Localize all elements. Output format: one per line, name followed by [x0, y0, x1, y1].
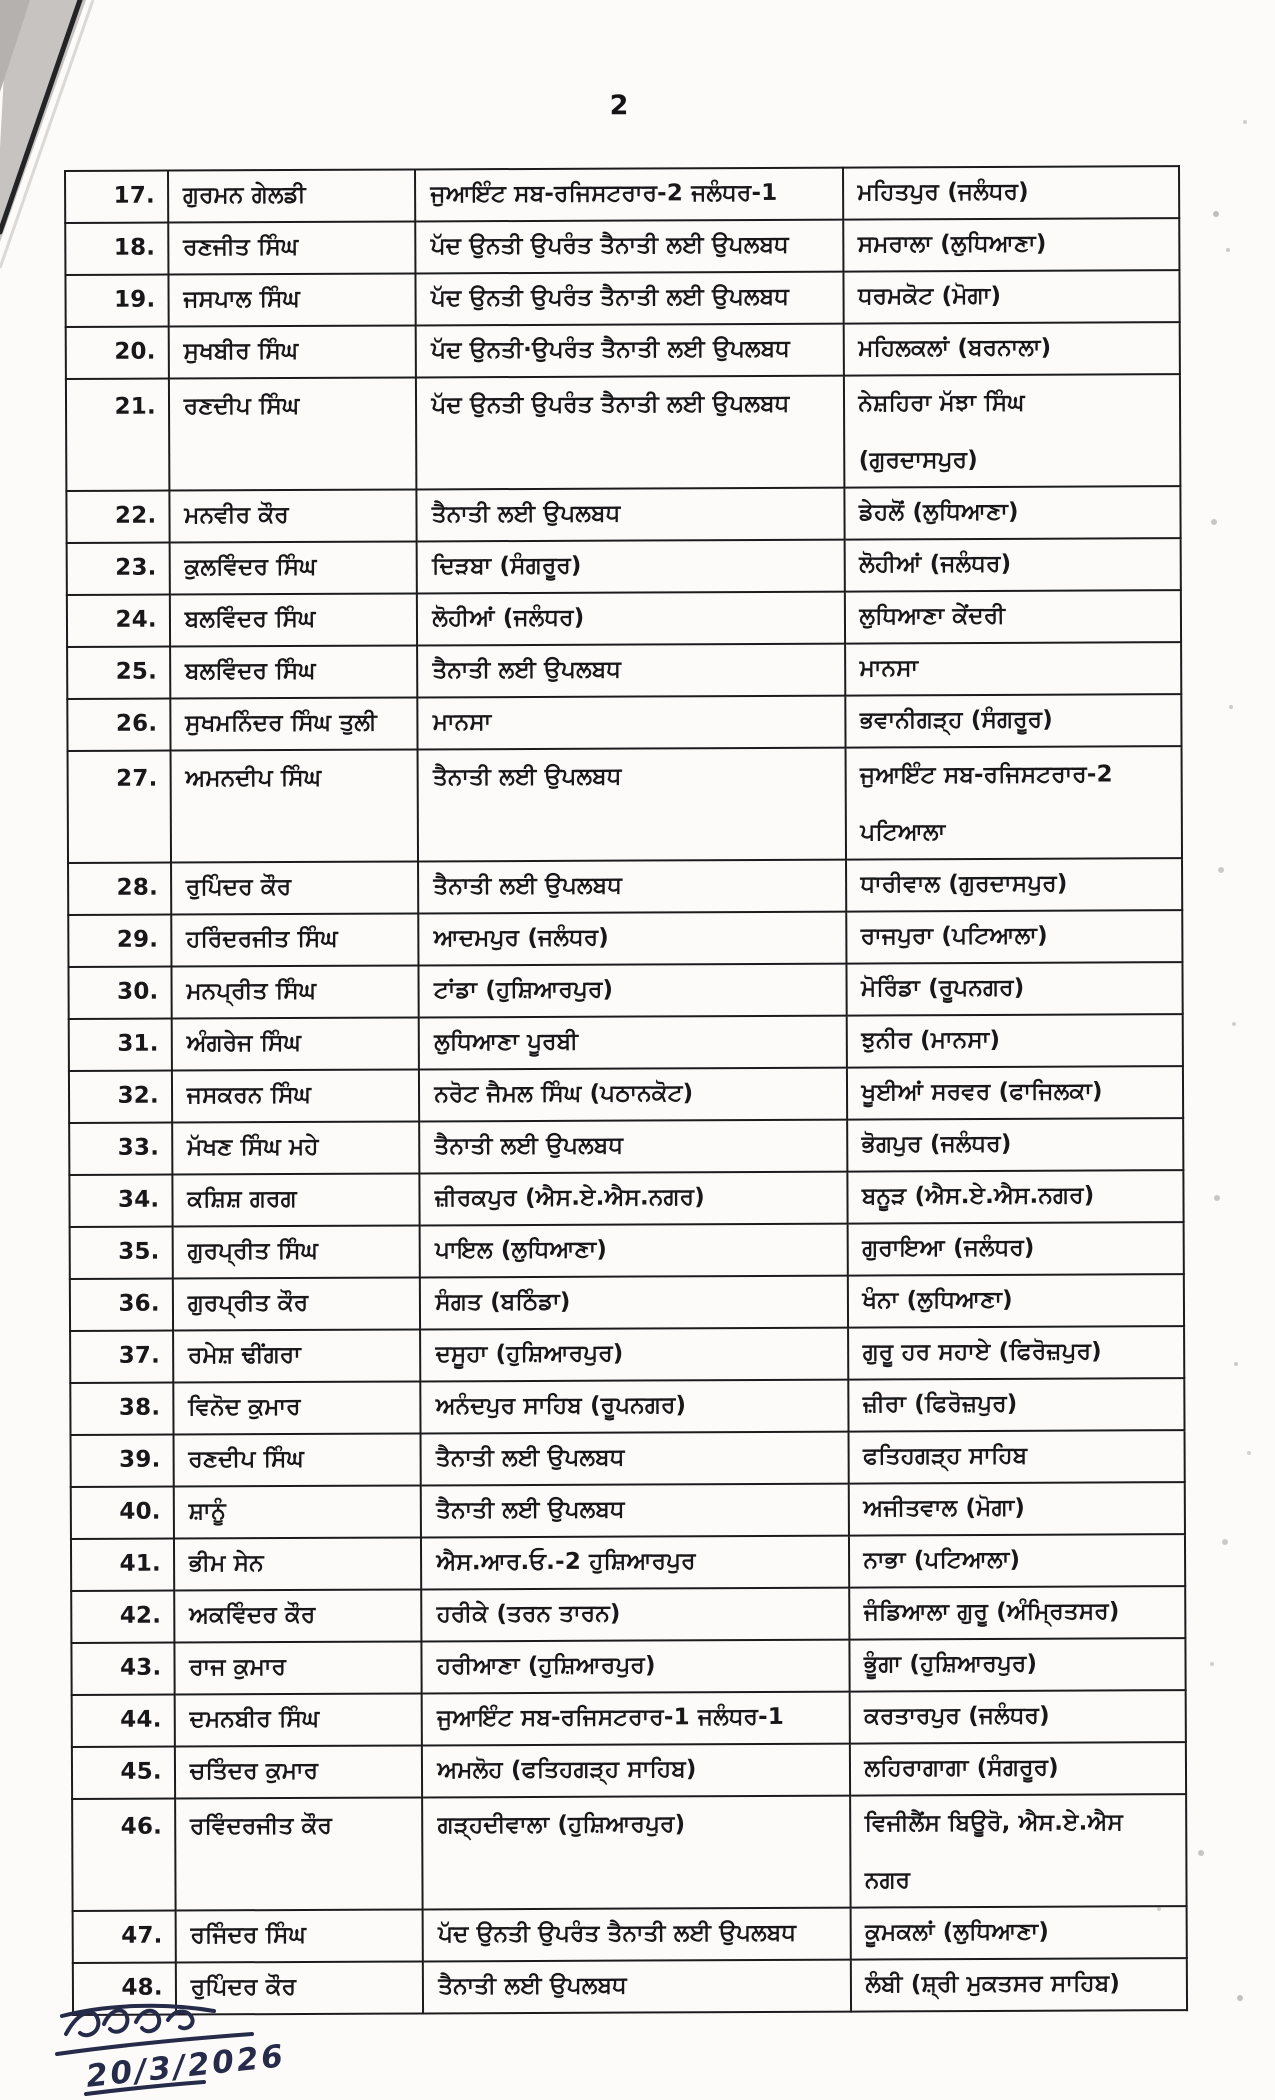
- serial-cell: 26.: [67, 699, 170, 751]
- place-cell: ਕੂਮਕਲਾਂ (ਲੁਧਿਆਣਾ): [850, 1906, 1187, 1959]
- name-cell: ਕਸ਼ਿਸ਼ ਗਰਗ: [172, 1173, 420, 1226]
- serial-cell: 31.: [69, 1019, 172, 1071]
- serial-cell: 27.: [68, 751, 171, 863]
- serial-cell: 43.: [71, 1643, 174, 1695]
- table-row: [70, 1378, 1184, 1435]
- table-row: [69, 1170, 1183, 1227]
- place-line2: (ਗੁਰਦਾਸਪੁਰ): [858, 447, 978, 474]
- name-cell: ਰਣਦੀਪ ਸਿੰਘ: [173, 1433, 421, 1486]
- posting-cell: ਪੱਦ ਉਨਤੀ·ਉਪਰੰਤ ਤੈਨਾਤੀ ਲਈ ਉਪਲਬਧ: [416, 324, 843, 378]
- posting-cell: ਪੱਦ ਉਨਤੀ ਉਪਰੰਤ ਤੈਨਾਤੀ ਲਈ ਉਪਲਬਧ: [416, 376, 844, 490]
- place-cell: ਲੋਹੀਆਂ (ਜਲੰਧਰ): [844, 538, 1181, 591]
- scan-speckles: [0, 0, 4, 4]
- table-row: [72, 1690, 1186, 1747]
- table-row: [69, 1118, 1183, 1175]
- serial-cell: 40.: [71, 1487, 174, 1539]
- signature: [52, 2002, 392, 2098]
- posting-cell: ਤੈਨਾਤੀ ਲਈ ਉਪਲਬਧ: [418, 860, 845, 914]
- serial-cell: 39.: [71, 1435, 174, 1487]
- place-cell: ਬਨੂੜ (ਐਸ.ਏ.ਐਸ.ਨਗਰ): [847, 1170, 1184, 1223]
- place-cell: ਅਜੀਤਵਾਲ (ਮੋਗਾ): [848, 1482, 1185, 1535]
- table-row: [67, 538, 1181, 595]
- posting-cell: ਅਮਲੋਹ (ਫਤਿਹਗੜ੍ਹ ਸਾਹਿਬ): [422, 1744, 849, 1798]
- table-row: [68, 962, 1182, 1019]
- posting-cell: ਨਰੋਟ ਜੈਮਲ ਸਿੰਘ (ਪਠਾਨਕੋਟ): [419, 1068, 846, 1122]
- name-cell: ਰਾਜ ਕੁਮਾਰ: [174, 1641, 422, 1694]
- posting-cell: ਪੱਦ ਉਨਤੀ ਉਪਰੰਤ ਤੈਨਾਤੀ ਲਈ ਉਪਲਬਧ: [416, 272, 843, 326]
- place-cell: ਲੰਬੀ (ਸ਼੍ਰੀ ਮੁਕਤਸਰ ਸਾਹਿਬ): [850, 1958, 1187, 2011]
- table-row: [65, 166, 1179, 223]
- place-cell: ਮੋਰਿੰਡਾ (ਰੂਪਨਗਰ): [846, 962, 1183, 1015]
- table-row: [67, 694, 1181, 751]
- table-row: [66, 374, 1180, 491]
- place-cell: ਖੂਈਆਂ ਸਰਵਰ (ਫਾਜਿਲਕਾ): [846, 1066, 1183, 1119]
- serial-cell: 33.: [69, 1123, 172, 1175]
- serial-cell: 30.: [68, 967, 171, 1019]
- serial-cell: 25.: [67, 647, 170, 699]
- place-cell: ਨੇਸ਼ਹਿਰਾ ਮੱਝਾ ਸਿੰਘ (ਗੁਰਦਾਸਪੁਰ): [843, 374, 1180, 487]
- name-cell: ਭੀਮ ਸੇਨ: [174, 1537, 422, 1590]
- name-cell: ਮੱਖਣ ਸਿੰਘ ਮਹੇ: [172, 1121, 420, 1174]
- serial-cell: 17.: [65, 171, 168, 223]
- posting-cell: ਲੁਧਿਆਣਾ ਪੂਰਬੀ: [419, 1016, 846, 1070]
- table-row: [67, 642, 1181, 699]
- posting-cell: ਦਿੜਬਾ (ਸੰਗਰੂਰ): [417, 540, 844, 594]
- signature-date: 20/3/2026: [84, 2038, 288, 2095]
- place-cell: ਸਮਰਾਲਾ (ਲੁਧਿਆਣਾ): [843, 218, 1180, 271]
- table-row: [70, 1222, 1184, 1279]
- serial-cell: 47.: [73, 1911, 176, 1963]
- posting-cell: ਲੋਹੀਆਂ (ਜਲੰਧਰ): [417, 592, 844, 646]
- posting-cell: ਤੈਨਾਤੀ ਲਈ ਉਪਲਬਧ: [417, 644, 844, 698]
- place-cell: ਰਾਜਪੁਰਾ (ਪਟਿਆਲਾ): [846, 910, 1183, 963]
- name-cell: ਰਣਦੀਪ ਸਿੰਘ: [169, 377, 417, 490]
- table-row: [71, 1482, 1185, 1539]
- table-row: [71, 1638, 1185, 1695]
- place-cell: ਫਤਿਹਗੜ੍ਹ ਸਾਹਿਬ: [848, 1430, 1185, 1483]
- place-cell: ਗੁਰੂ ਹਰ ਸਹਾਏ (ਫਿਰੋਜ਼ਪੁਰ): [848, 1326, 1185, 1379]
- serial-cell: 48.: [73, 1963, 176, 2015]
- name-cell: ਗੁਰਪ੍ਰੀਤ ਕੌਰ: [173, 1277, 421, 1330]
- name-cell: ਅਮਨਦੀਪ ਸਿੰਘ: [170, 749, 418, 862]
- table-row: [70, 1274, 1184, 1331]
- posting-cell: ਜ਼ੀਰਕਪੁਰ (ਐਸ.ਏ.ਐਸ.ਨਗਰ): [420, 1172, 847, 1226]
- name-cell: ਅੰਗਰੇਜ ਸਿੰਘ: [172, 1017, 420, 1070]
- posting-cell: ਤੈਨਾਤੀ ਲਈ ਉਪਲਬਧ: [421, 1432, 848, 1486]
- serial-cell: 21.: [66, 379, 169, 491]
- place-cell: ਨਾਭਾ (ਪਟਿਆਲਾ): [848, 1534, 1185, 1587]
- name-cell: ਮਨਵੀਰ ਕੌਰ: [169, 489, 417, 542]
- name-cell: ਰਜਿੰਦਰ ਸਿੰਘ: [175, 1909, 423, 1962]
- serial-cell: 45.: [72, 1747, 175, 1799]
- posting-cell: ਤੈਨਾਤੀ ਲਈ ਉਪਲਬਧ: [418, 748, 846, 862]
- posting-cell: ਪੱਦ ਉਨਤੀ ਉਪਰੰਤ ਤੈਨਾਤੀ ਲਈ ਉਪਲਬਧ: [423, 1908, 850, 1962]
- table-row: [71, 1534, 1185, 1591]
- table-row: [66, 322, 1180, 379]
- serial-cell: 28.: [68, 863, 171, 915]
- serial-cell: 44.: [72, 1695, 175, 1747]
- name-cell: ਰਣਜੀਤ ਸਿੰਘ: [168, 221, 416, 274]
- serial-cell: 36.: [70, 1279, 173, 1331]
- serial-cell: 20.: [66, 327, 169, 379]
- place-cell: ਭਵਾਨੀਗੜ੍ਹ (ਸੰਗਰੂਰ): [845, 694, 1182, 747]
- table-row: [67, 590, 1181, 647]
- posting-cell: ਦਸੂਹਾ (ਹੁਸ਼ਿਆਰਪੁਰ): [420, 1328, 847, 1382]
- name-cell: ਅਕਵਿੰਦਰ ਕੌਰ: [174, 1589, 422, 1642]
- posting-cell: ਟਾਂਡਾ (ਹੁਸ਼ਿਆਰਪੁਰ): [419, 964, 846, 1018]
- posting-cell: ਤੈਨਾਤੀ ਲਈ ਉਪਲਬਧ: [417, 488, 844, 542]
- serial-cell: 23.: [67, 543, 170, 595]
- name-cell: ਗੁਰਮਨ ਗੇਲਡੀ: [168, 169, 416, 222]
- roster-table: [64, 165, 1188, 2016]
- table-row: [66, 486, 1180, 543]
- posting-cell: ਤੈਨਾਤੀ ਲਈ ਉਪਲਬਧ: [420, 1120, 847, 1174]
- table-row: [65, 270, 1179, 327]
- posting-cell: ਪੱਦ ਉਨਤੀ ਉਪਰੰਤ ਤੈਨਾਤੀ ਲਈ ਉਪਲਬਧ: [416, 220, 843, 274]
- posting-cell: ਜੁਆਇੰਟ ਸਬ-ਰਜਿਸਟਰਾਰ-2 ਜਲੰਧਰ-1: [415, 168, 842, 222]
- name-cell: ਬਲਵਿੰਦਰ ਸਿੰਘ: [170, 593, 418, 646]
- place-cell: ਲੁਧਿਆਣਾ ਕੇਂਦਰੀ: [844, 590, 1181, 643]
- name-cell: ਹਰਿੰਦਰਜੀਤ ਸਿੰਘ: [171, 913, 419, 966]
- table-row: [71, 1586, 1185, 1643]
- roster-body: [65, 166, 1187, 2015]
- place-line2: ਨਗਰ: [864, 1867, 911, 1894]
- name-cell: ਰੁਪਿੰਦਰ ਕੌਰ: [171, 861, 419, 914]
- table-row: [72, 1794, 1186, 1911]
- serial-cell: 34.: [69, 1175, 172, 1227]
- page-number: 2: [609, 90, 629, 121]
- posting-cell: ਹਰੀਆਣਾ (ਹੁਸ਼ਿਆਰਪੁਰ): [422, 1640, 849, 1694]
- serial-cell: 38.: [70, 1383, 173, 1435]
- posting-cell: ਤੈਨਾਤੀ ਲਈ ਉਪਲਬਧ: [423, 1960, 850, 2014]
- place-cell: ਜ਼ੀਰਾ (ਫਿਰੋਜ਼ਪੁਰ): [848, 1378, 1185, 1431]
- name-cell: ਰੁਪਿੰਦਰ ਕੌਰ: [176, 1961, 424, 2014]
- name-cell: ਚਤਿੰਦਰ ਕੁਮਾਰ: [175, 1745, 423, 1798]
- table-row: [68, 858, 1182, 915]
- name-cell: ਸੁਖਬੀਰ ਸਿੰਘ: [169, 325, 417, 378]
- posting-cell: ਐਸ.ਆਰ.ਓ.-2 ਹੁਸ਼ਿਆਰਪੁਰ: [421, 1536, 848, 1590]
- place-cell: ਭੋਗਪੁਰ (ਜਲੰਧਰ): [847, 1118, 1184, 1171]
- place-cell: ਧਾਰੀਵਾਲ (ਗੁਰਦਾਸਪੁਰ): [846, 858, 1183, 911]
- table-row: [72, 1742, 1186, 1799]
- serial-cell: 18.: [65, 223, 168, 275]
- serial-cell: 29.: [68, 915, 171, 967]
- table-row: [73, 1906, 1187, 1963]
- posting-cell: ਪਾਇਲ (ਲੁਧਿਆਣਾ): [420, 1224, 847, 1278]
- place-cell: ਗੁਰਾਇਆ (ਜਲੰਧਰ): [847, 1222, 1184, 1275]
- place-line2: ਪਟਿਆਲਾ: [860, 819, 946, 846]
- table-row: [65, 218, 1179, 275]
- table-row: [70, 1326, 1184, 1383]
- table-row: [68, 910, 1182, 967]
- serial-cell: 35.: [70, 1227, 173, 1279]
- posting-cell: ਜੁਆਇੰਟ ਸਬ-ਰਜਿਸਟਰਾਰ-1 ਜਲੰਧਰ-1: [422, 1692, 849, 1746]
- serial-cell: 22.: [66, 491, 169, 543]
- posting-cell: ਮਾਨਸਾ: [418, 696, 845, 750]
- posting-cell: ਗੜ੍ਹਦੀਵਾਲਾ (ਹੁਸ਼ਿਆਰਪੁਰ): [422, 1796, 850, 1910]
- place-cell: ਖੰਨਾ (ਲੁਧਿਆਣਾ): [847, 1274, 1184, 1327]
- place-cell: ਮਾਨਸਾ: [845, 642, 1182, 695]
- serial-cell: 42.: [71, 1591, 174, 1643]
- serial-cell: 24.: [67, 595, 170, 647]
- name-cell: ਸ਼ਾਨੂੰ: [174, 1485, 422, 1538]
- serial-cell: 19.: [65, 275, 168, 327]
- place-cell: ਮਹਿਤਪੁਰ (ਜਲੰਧਰ): [842, 166, 1179, 219]
- name-cell: ਸੁਖਮਨਿੰਦਰ ਸਿੰਘ ਤੁਲੀ: [170, 697, 418, 750]
- name-cell: ਮਨਪ੍ਰੀਤ ਸਿੰਘ: [171, 965, 419, 1018]
- place-cell: ਝੁਨੀਰ (ਮਾਨਸਾ): [846, 1014, 1183, 1067]
- place-cell: ਮਹਿਲਕਲਾਂ (ਬਰਨਾਲਾ): [843, 322, 1180, 375]
- place-cell: ਜੰਡਿਆਲਾ ਗੁਰੂ (ਅੰਮ੍ਰਿਤਸਰ): [849, 1586, 1186, 1639]
- table-row: [68, 746, 1182, 863]
- name-cell: ਜਸਕਰਨ ਸਿੰਘ: [172, 1069, 420, 1122]
- serial-cell: 32.: [69, 1071, 172, 1123]
- posting-cell: ਆਦਮਪੁਰ (ਜਲੰਧਰ): [419, 912, 846, 966]
- serial-cell: 46.: [72, 1799, 175, 1911]
- place-cell: ਜੁਆਇੰਟ ਸਬ-ਰਜਿਸਟਰਾਰ-2 ਪਟਿਆਲਾ: [845, 746, 1182, 859]
- serial-cell: 37.: [70, 1331, 173, 1383]
- table-row: [69, 1014, 1183, 1071]
- place-cell: ਭੂੰਗਾ (ਹੁਸ਼ਿਆਰਪੁਰ): [849, 1638, 1186, 1691]
- name-cell: ਕੁਲਵਿੰਦਰ ਸਿੰਘ: [169, 541, 417, 594]
- place-cell: ਕਰਤਾਰਪੁਰ (ਜਲੰਧਰ): [849, 1690, 1186, 1743]
- name-cell: ਰਵਿੰਦਰਜੀਤ ਕੌਰ: [175, 1797, 423, 1910]
- table-row: [71, 1430, 1185, 1487]
- name-cell: ਰਮੇਸ਼ ਢੀਂਗਰਾ: [173, 1329, 421, 1382]
- name-cell: ਜਸਪਾਲ ਸਿੰਘ: [168, 273, 416, 326]
- posting-cell: ਤੈਨਾਤੀ ਲਈ ਉਪਲਬਧ: [421, 1484, 848, 1538]
- name-cell: ਗੁਰਪ੍ਰੀਤ ਸਿੰਘ: [172, 1225, 420, 1278]
- place-cell: ਧਰਮਕੋਟ (ਮੋਗਾ): [843, 270, 1180, 323]
- posting-cell: ਹਰੀਕੇ (ਤਰਨ ਤਾਰਨ): [422, 1588, 849, 1642]
- place-cell: ਵਿਜੀਲੈਂਸ ਬਿਊਰੋ, ਐਸ.ਏ.ਐਸ ਨਗਰ: [850, 1794, 1187, 1907]
- place-cell: ਡੇਹਲੋਂ (ਲੁਧਿਆਣਾ): [844, 486, 1181, 539]
- name-cell: ਬਲਵਿੰਦਰ ਸਿੰਘ: [170, 645, 418, 698]
- posting-cell: ਅਨੰਦਪੁਰ ਸਾਹਿਬ (ਰੂਪਨਗਰ): [421, 1380, 848, 1434]
- posting-cell: ਸੰਗਤ (ਬਠਿੰਡਾ): [420, 1276, 847, 1330]
- table-row: [69, 1066, 1183, 1123]
- name-cell: ਵਿਨੋਦ ਕੁਮਾਰ: [173, 1381, 421, 1434]
- name-cell: ਦਮਨਬੀਰ ਸਿੰਘ: [175, 1693, 423, 1746]
- place-cell: ਲਹਿਰਾਗਾਗਾ (ਸੰਗਰੂਰ): [849, 1742, 1186, 1795]
- serial-cell: 41.: [71, 1539, 174, 1591]
